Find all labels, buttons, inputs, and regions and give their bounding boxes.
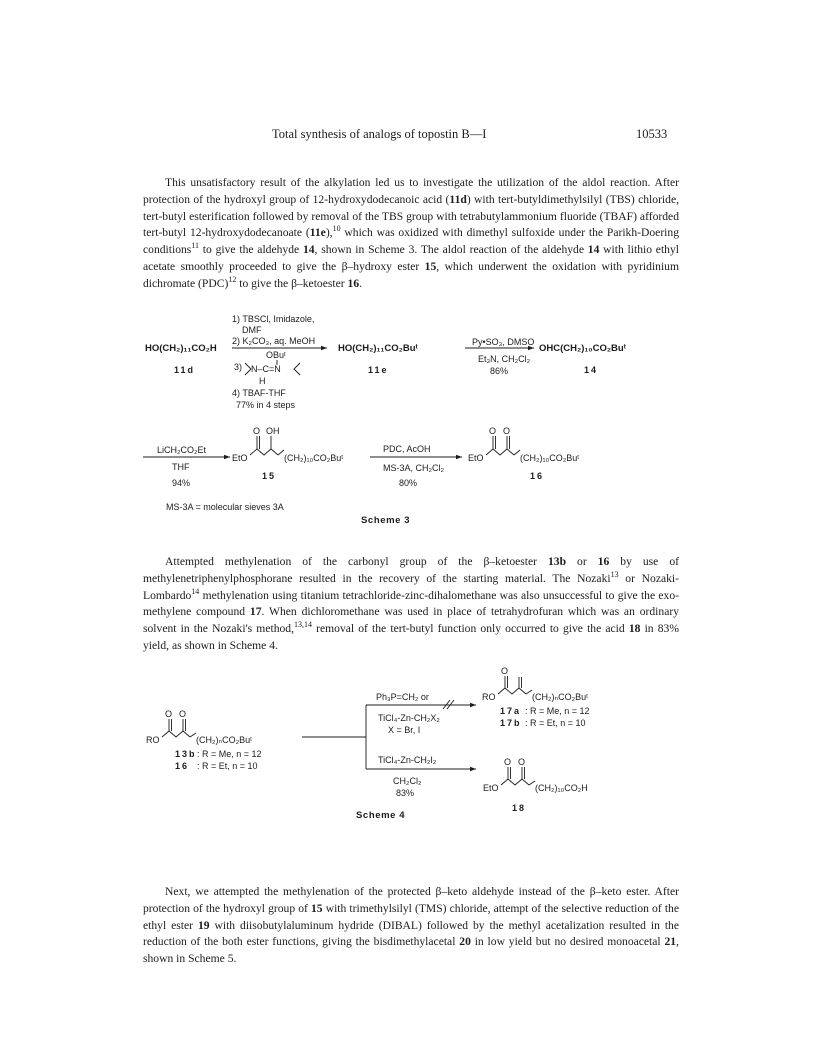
compound-17a-label: 17a <box>500 706 522 716</box>
scheme3-step3-above: LiCH₂CO₂Et <box>157 445 206 455</box>
compound-14-label: 14 <box>584 365 599 375</box>
compound-ref: 19 <box>197 918 210 932</box>
compound-13b-ro: RO <box>146 735 160 745</box>
compound-15-chain-text: (CH₂)₁₀CO₂Buᵗ <box>284 453 344 463</box>
compound-11e-formula: HO(CH₂)₁₁CO₂Buᵗ <box>338 343 418 354</box>
scheme3-step2-below: Et₃N, CH₂Cl₂ <box>478 354 531 364</box>
text-run: or <box>566 555 598 568</box>
scheme3-step1-h: H <box>259 376 266 386</box>
scheme4-lower-condition-3: 83% <box>396 788 415 798</box>
scheme4-upper-condition-2: TiCl₄-Zn-CH₂X₂ <box>378 713 440 723</box>
paragraph-keto-aldehyde <box>143 884 679 968</box>
compound-16-eto: EtO <box>468 453 484 463</box>
compound-16-label: 16 <box>530 471 545 481</box>
text-run: , which underwent the oxidation with pyridinium dichromate (PDC) <box>143 259 679 290</box>
compound-17-chain-text: (CH₂)ₙCO₂Buᵗ <box>532 692 589 702</box>
scheme3-arrowhead-1 <box>321 346 327 351</box>
scheme4-arrowhead-upper <box>470 703 476 708</box>
scheme3-arrowhead-3 <box>224 455 230 460</box>
compound-16-o1: O <box>489 426 497 436</box>
compound-ref: 14 <box>302 243 315 257</box>
scheme3-step1-reagent-1b: DMF <box>242 325 262 335</box>
scheme3-step2-yield: 86% <box>490 366 509 376</box>
compound-18-o1: O <box>504 757 512 767</box>
scheme3-caption: Scheme 3 <box>361 515 411 526</box>
compound-15-o: O <box>253 426 261 436</box>
scheme3-step3-yield: 94% <box>172 478 191 488</box>
compound-15-eto: EtO <box>232 453 248 463</box>
compound-17b-definition: : R = Et, n = 10 <box>525 718 586 728</box>
text-run: with trimethylsilyl (TMS) chloride, attempt of the selective reduction of the ethyl ester <box>143 901 679 932</box>
scheme3-step2-above: Py•SO₃, DMSO <box>472 337 535 347</box>
compound-11d-formula: HO(CH₂)₁₁CO₂H <box>145 343 217 354</box>
text-run: with diisobutylaluminum hydride (DIBAL) followed by the methyl acetalization resulted in the reduction of the both ester functions, giving the bisdimethylacetal <box>143 918 679 949</box>
scheme3-isopropyl-right <box>294 363 300 375</box>
compound-17-ro: RO <box>482 692 496 702</box>
compound-11e-label: 11e <box>368 365 389 375</box>
compound-16-o2: O <box>503 426 511 436</box>
compound-ref: 17 <box>249 605 262 619</box>
citation: 13,14 <box>293 620 312 630</box>
text-run: to give the β–ketoester <box>236 276 348 290</box>
text-run: methylenation using titanium tetrachloride-zinc-dihalomethane was also unsuccessful to give the exo-methylene compound <box>143 588 679 619</box>
compound-17-chain <box>498 688 526 694</box>
text-run: to give the aldehyde <box>199 243 303 257</box>
text-run: Next, we attempted the methylenation of the protected β–keto aldehyde instead of the β–keto ester. After protection of the hydroxyl group of <box>143 885 679 915</box>
scheme3-step1-carbodiimide: N–C=N <box>251 364 281 374</box>
text-run: . <box>359 276 363 290</box>
compound-ref: 11e <box>309 226 326 240</box>
text-run: , shown in Scheme 5. <box>143 935 679 966</box>
citation: 11 <box>191 241 200 251</box>
compound-15-label: 15 <box>262 471 277 481</box>
scheme4-upper-condition-1: Ph₃P=CH₂ or <box>376 692 429 702</box>
compound-16-label-s4: 16 <box>175 761 190 771</box>
compound-16-definition: : R = Et, n = 10 <box>197 761 258 771</box>
compound-18-o2: O <box>518 757 526 767</box>
scheme4-blocked-slash-1 <box>443 700 450 709</box>
citation: 13 <box>610 569 619 579</box>
paragraph-methylenation <box>143 554 679 655</box>
text-run: in low yield but no desired monoacetal <box>470 935 665 949</box>
compound-14-formula: OHC(CH₂)₁₀CO₂Buᵗ <box>539 343 626 354</box>
compound-15-oh: OH <box>266 426 280 436</box>
text-run: which was oxidized with dimethyl sulfoxide under the Parikh-Doering conditions <box>143 226 679 257</box>
compound-13b-o2: O <box>179 709 187 719</box>
compound-13b-o1: O <box>165 709 173 719</box>
text-run: or Nozaki-Lombardo <box>143 571 680 602</box>
compound-13b-chain <box>162 731 190 737</box>
compound-ref: 13b <box>548 555 567 568</box>
text-run: with lithio ethyl acetate smoothly proceeded to give the β–hydroxy ester <box>143 243 679 273</box>
scheme3-step1-reagent-4: 4) TBAF-THF <box>232 388 286 398</box>
compound-ref: 20 <box>459 935 471 949</box>
compound-18-chain <box>501 779 529 785</box>
text-run: . When dichloromethane was used in place of tetrahydrofuran which was an ordinary solvent in the Nozaki's method, <box>143 605 679 636</box>
scheme4-lower-condition-1: TiCl₄-Zn-CH₂I₂ <box>378 755 437 765</box>
compound-18-chain-text: (CH₂)₁₀CO₂H <box>535 783 588 793</box>
scheme3-step1-yield: 77% in 4 steps <box>236 400 296 410</box>
compound-ref: 11d <box>449 192 467 206</box>
compound-ref: 18 <box>628 622 641 636</box>
compound-ref: 14 <box>587 243 600 257</box>
scheme4-lower-condition-2: CH₂Cl₂ <box>393 776 422 786</box>
citation: 14 <box>191 586 200 596</box>
running-title: Total synthesis of analogs of topostin B—I <box>272 127 487 141</box>
compound-17-o: O <box>501 666 509 676</box>
scheme3-step4-above: PDC, AcOH <box>383 444 431 454</box>
scheme3-step4-yield: 80% <box>399 478 418 488</box>
compound-13b-chain-text: (CH₂)ₙCO₂Buᵗ <box>196 735 253 745</box>
compound-ref: 16 <box>347 276 360 290</box>
compound-ref: 15 <box>311 901 323 915</box>
scheme3-footnote: MS-3A = molecular sieves 3A <box>166 502 284 512</box>
compound-ref: 16 <box>597 555 610 568</box>
scheme4-blocked-slash-2 <box>447 700 454 709</box>
compound-ref: 21 <box>664 935 677 949</box>
scheme3-step1-reagent-2: 2) K₂CO₃, aq. MeOH <box>232 336 316 346</box>
text-run: Attempted methylenation of the carbonyl group of the β–ketoester <box>165 555 548 568</box>
compound-11d-label: 11d <box>174 365 196 375</box>
page-number: 10533 <box>636 127 668 141</box>
scheme4-arrowhead-lower <box>470 767 476 772</box>
compound-17b-label: 17b <box>500 718 522 728</box>
text-run: This unsatisfactory result of the alkylation led us to investigate the utilization of the aldol reaction. After protection of the hydroxyl group of 12-hydroxydodecanoic acid ( <box>143 176 679 206</box>
scheme3-arrowhead-4 <box>456 455 462 460</box>
compound-ref: 15 <box>424 259 437 273</box>
text-run: ), <box>325 226 333 240</box>
compound-18-label: 18 <box>512 803 527 813</box>
compound-16-chain-text: (CH₂)₁₀CO₂Buᵗ <box>520 453 580 463</box>
text-run: by use of methylenetriphenylphosphorane resulted in the recovery of the starting material. The Nozaki <box>143 555 679 585</box>
scheme3-step1-reagent-3: 3) <box>234 362 243 372</box>
text-run: , shown in Scheme 3. The aldol reaction of the aldehyde <box>314 243 588 257</box>
compound-16-chain <box>486 449 514 455</box>
citation: 10 <box>332 224 341 234</box>
compound-13b-definition: : R = Me, n = 12 <box>197 749 262 759</box>
scheme4-upper-condition-3: X = Br, I <box>388 725 421 735</box>
scheme4-caption: Scheme 4 <box>356 810 406 821</box>
scheme3-step3-below: THF <box>172 462 190 472</box>
compound-17a-definition: : R = Me, n = 12 <box>525 706 590 716</box>
scheme3-step1-obu: OBuᵗ <box>266 350 286 360</box>
scheme3-step4-below: MS-3A, CH₂Cl₂ <box>383 463 444 473</box>
compound-13b-label: 13b <box>175 749 197 759</box>
scheme3-step1-reagent-1: 1) TBSCl, Imidazole, <box>232 314 315 324</box>
text-run: removal of the tert-butyl function only occurred to give the acid <box>311 622 629 636</box>
compound-15-chain <box>250 449 278 455</box>
text-run: ) with tert-butyldimethylsilyl (TBS) chloride, tert-butyl esterification followed by removal of the TBS group with tetrabutylammonium fluoride (TBAF) afforded tert-butyl 12-hydroxydodecanoate ( <box>143 192 679 240</box>
text-run: in 83% yield, as shown in Scheme 4. <box>143 622 679 652</box>
citation: 12 <box>228 274 237 284</box>
compound-18-eto: EtO <box>483 783 499 793</box>
